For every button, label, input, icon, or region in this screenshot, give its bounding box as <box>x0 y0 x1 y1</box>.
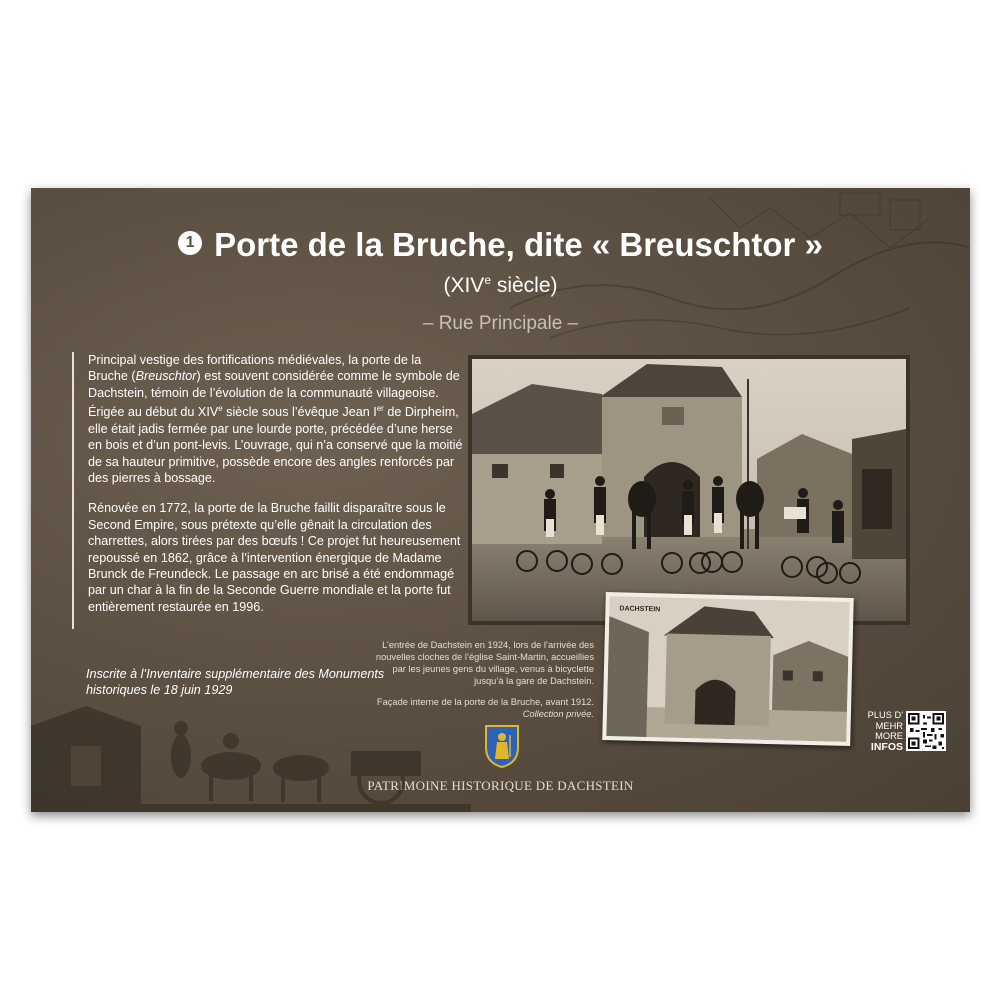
p1-italic: Breuschtor <box>135 369 197 384</box>
p1-part-c: siècle sous l’évêque Jean I <box>222 405 377 420</box>
historical-photo-facade <box>602 592 854 746</box>
p1-part-d: de Dirpheim, elle était jadis fermée par une lourde porte, précédée d’une herse en bois et d’un pont-levis. L’ouvrage, qui n’a conservé que la moitié de sa hauteur primitive, possède encore des angles renforcés par des pierres à bossage. <box>88 405 463 486</box>
century-sup: e <box>484 273 491 287</box>
site-number-badge: 1 <box>178 231 202 255</box>
street-name: – Rue Principale – <box>422 313 579 334</box>
inscription-note: Inscrite à l’Inventaire supplémentaire des Monuments historiques le 18 juin 1929 <box>86 667 385 698</box>
title-text: Porte de la Bruche, dite « Breuschtor » <box>214 226 823 263</box>
paragraph-2: Rénovée en 1772, la porte de la Bruche faillit disparaître sous le Second Empire, sous prétexte qu’elle gênait la circulation des charrettes, alors tirées par des bœufs ! Ce projet fut heureusement repoussé en 1862, grâce à l’intervention énergique de Madame Brunck de Freundeck. Le passage en arc brisé a été endommagé par un char à la fin de la Seconde Guerre mondiale et la porte fut entièrement restaurée en 1996. <box>88 501 461 614</box>
photo-1924-image <box>472 359 906 621</box>
dachstein-coat-of-arms-icon <box>483 723 521 769</box>
p1-part-a: Principal vestige des fortifications médiévales, la porte de la Bruche ( <box>88 353 422 384</box>
description-text <box>72 352 463 629</box>
more-info-de: MEHR <box>875 720 903 731</box>
historical-photo-1924 <box>468 355 910 625</box>
p1-sup2: er <box>376 404 384 414</box>
footer-heritage-label: PATRIMOINE HISTORIQUE DE DACHSTEIN <box>367 778 634 793</box>
photo-credit: Collection privée. <box>522 709 594 719</box>
engraving-decoration <box>31 696 471 812</box>
p1-part-b: ) est souvent considérée comme le symbole de Dachstein, témoin de l’évolution de la communauté villageoise. Érigée au début du XIV <box>88 369 460 420</box>
p1-sup1: e <box>218 404 223 414</box>
century-subtitle <box>31 273 970 298</box>
more-info-fr: PLUS D' <box>867 710 903 720</box>
more-info-en: MORE <box>875 731 903 741</box>
page-title <box>31 226 970 264</box>
photo-1924-caption: L’entrée de Dachstein en 1924, lors de l’arrivée des nouvelles cloches de l’église Saint-Martin, accueillies par les jeunes gens du village, venus à bicyclette jusqu’à la gare de Dachstein. <box>375 640 594 686</box>
heritage-sign-panel <box>31 188 970 812</box>
more-info-label <box>859 710 903 752</box>
photo-stamp-label: DACHSTEIN <box>619 605 661 614</box>
century-suffix: siècle) <box>491 274 558 297</box>
qr-code-icon[interactable] <box>906 711 946 751</box>
photo-facade-image <box>606 596 849 742</box>
century-prefix: (XIV <box>443 274 485 297</box>
paragraph-1 <box>88 352 463 486</box>
more-info-infos: INFOS <box>870 740 903 753</box>
facade-caption-text: Façade interne de la porte de la Bruche, avant 1912. <box>376 697 594 707</box>
